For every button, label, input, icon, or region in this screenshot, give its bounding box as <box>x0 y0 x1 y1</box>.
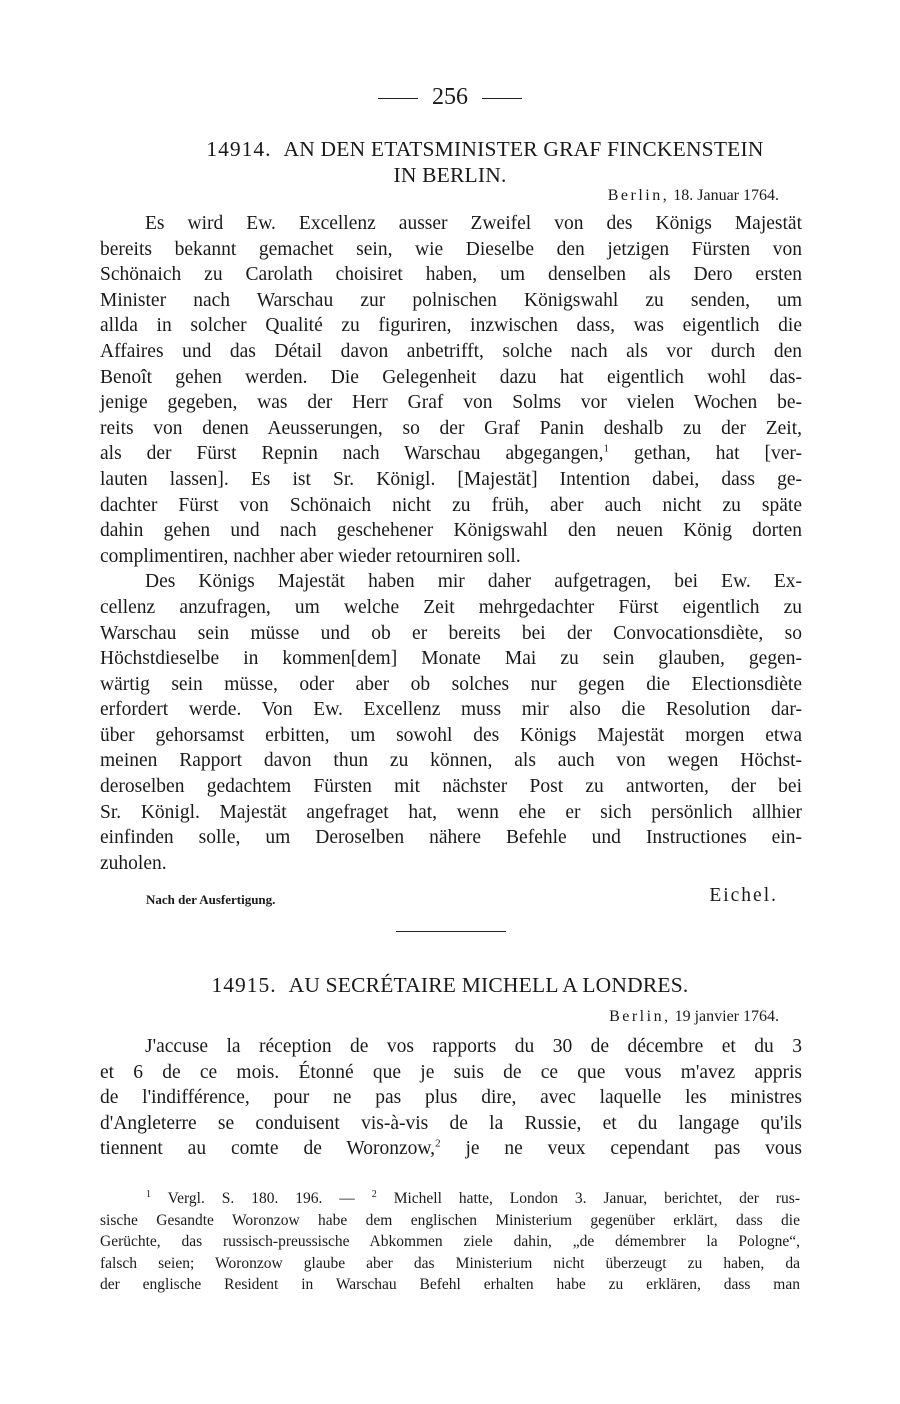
body-line: de l'indifférence, pour ne pas plus dire, avec laquelle les ministres <box>100 1087 802 1109</box>
footnote-text: Michell hatte, London 3. Januar, berichtet, der rus- <box>393 1190 800 1207</box>
letter2-date-text: 19 janvier 1764. <box>674 1008 779 1025</box>
body-line-text: je ne veux cependant pas vous <box>465 1138 803 1160</box>
footnote-line <box>100 1188 800 1210</box>
body-line: Höchstdieselbe in kommen[dem] Monate Mai zu sein glauben, gegen- <box>100 648 802 670</box>
body-line: bereits bekannt gemachet sein, wie Dieselbe den jetzigen Fürsten von <box>100 238 802 260</box>
body-line: J'accuse la réception de vos rapports du 30 de décembre et du 3 <box>145 1036 802 1057</box>
footnote-mark: 1 <box>146 1188 151 1200</box>
body-line: wärtig sein müsse, oder aber ob solches nur gegen die Electionsdiète <box>100 673 802 695</box>
letter2-body <box>100 1034 802 1162</box>
letter2-number: 14915. <box>211 973 277 997</box>
signature: Eichel. <box>709 885 778 906</box>
body-line: complimentiren, nachher aber wieder retourniren soll. <box>100 545 521 567</box>
letter1-title <box>100 136 870 162</box>
body-line-text: tiennent au comte de Woronzow, <box>100 1138 436 1160</box>
footnote-line: sische Gesandte Woronzow habe dem englischen Ministerium gegenüber erklärt, dass die <box>100 1211 800 1229</box>
footnote-text: Vergl. S. 180. 196. — <box>167 1190 355 1207</box>
body-line: deroselben gedachtem Fürsten mit nächster Post zu antworten, der bei <box>100 776 802 798</box>
letter1-body <box>100 211 802 876</box>
body-line: Schönaich zu Carolath choisiret haben, um denselben als Dero ersten <box>100 264 802 286</box>
section-divider <box>396 931 506 932</box>
letter1-title-line1: AN DEN ETATSMINISTER GRAF FINCKENSTEIN <box>283 137 764 161</box>
body-line: jenige gegeben, was der Herr Graf von Solms vor vielen Wochen be- <box>100 392 802 414</box>
footnote-mark: 2 <box>371 1188 377 1200</box>
body-line: dahin gehen und nach geschehener Königswahl den neuen König dorten <box>100 520 802 542</box>
footnote-ref: 2 <box>435 1137 441 1150</box>
letter1-date-text: 18. Januar 1764. <box>673 187 779 204</box>
body-line: Sr. Königl. Majestät angefraget hat, wenn ehe er sich persönlich allhier <box>100 801 802 823</box>
body-line-text: als der Fürst Repnin nach Warschau abgegangen, <box>100 443 604 465</box>
body-line: dachter Fürst von Schönaich nicht zu früh, aber auch nicht zu späte <box>100 494 802 516</box>
letter1-title-second <box>0 162 900 188</box>
body-line: reits von denen Aeusserungen, so der Graf Panin deshalb zu der Zeit, <box>100 417 802 439</box>
body-line <box>100 1136 802 1162</box>
body-line: lauten lassen]. Es ist Sr. Königl. [Majestät] Intention dabei, dass ge- <box>100 468 802 490</box>
footnote-line: falsch seien; Woronzow glaube aber das Ministerium nicht überzeugt zu haben, da <box>100 1254 800 1272</box>
body-line: Warschau sein müsse und ob er bereits bei der Convocationsdiète, so <box>100 622 802 644</box>
body-line <box>100 211 802 237</box>
body-line: zuholen. <box>100 852 167 874</box>
letter2-title <box>0 972 900 998</box>
footnote-line: der englische Resident in Warschau Befehl erhalten habe zu erklären, dass man <box>100 1276 800 1294</box>
footnote-ref: 1 <box>603 442 609 455</box>
source-note: Nach der Ausfertigung. <box>146 892 276 907</box>
footnote-line: Gerüchte, das russisch-preussische Abkommen ziele dahin, „de démembrer la Pologne“, <box>100 1233 800 1251</box>
page-number <box>0 82 900 112</box>
body-line: erfordert werde. Von Ew. Excellenz muss mir also die Resolution dar- <box>100 699 802 721</box>
letter1-number: 14914. <box>206 137 272 161</box>
letter1-title-line2: IN BERLIN. <box>393 163 507 187</box>
letter2-title-text: AU SECRÉTAIRE MICHELL A LONDRES. <box>288 973 689 997</box>
body-line: Des Königs Majestät haben mir daher aufgetragen, bei Ew. Ex- <box>145 571 802 593</box>
letter1-date-place: Berlin, <box>607 187 670 204</box>
body-line: cellenz anzufragen, um welche Zeit mehrgedachter Fürst eigentlich zu <box>100 596 802 618</box>
body-line-text: Es wird Ew. Excellenz ausser Zweifel von des Königs Majestät <box>145 213 802 234</box>
page-number-rule-right <box>482 98 522 99</box>
letter1-dateline <box>608 186 779 206</box>
page-number-rule-left <box>378 98 418 99</box>
body-line: meinen Rapport davon thun zu können, als auch von wegen Höchst- <box>100 750 802 772</box>
body-line <box>100 441 802 467</box>
letter2-date-place: Berlin, <box>609 1008 671 1025</box>
body-line: Affaires und das Détail davon anbetrifft, solche nach als vor durch den <box>100 340 802 362</box>
body-line: Minister nach Warschau zur polnischen Königswahl zu senden, um <box>100 289 802 311</box>
body-line: über gehorsamst erbitten, um sowohl des Königs Majestät morgen etwa <box>100 724 802 746</box>
page-number-text: 256 <box>432 84 468 110</box>
body-line: d'Angleterre se conduisent vis-à-vis de la Russie, et du langage qu'ils <box>100 1112 802 1134</box>
body-line-text: gethan, hat [ver- <box>633 443 803 465</box>
body-line: et 6 de ce mois. Étonné que je suis de ce que vous m'avez appris <box>100 1061 802 1083</box>
footnotes <box>100 1188 800 1296</box>
letter2-dateline <box>609 1007 779 1027</box>
body-line: einfinden solle, um Deroselben nähere Befehle und Instructiones ein- <box>100 827 802 849</box>
body-line: allda in solcher Qualité zu figuriren, inzwischen dass, was eigentlich die <box>100 315 802 337</box>
body-line: Benoît gehen werden. Die Gelegenheit dazu hat eigentlich wohl das- <box>100 366 802 388</box>
